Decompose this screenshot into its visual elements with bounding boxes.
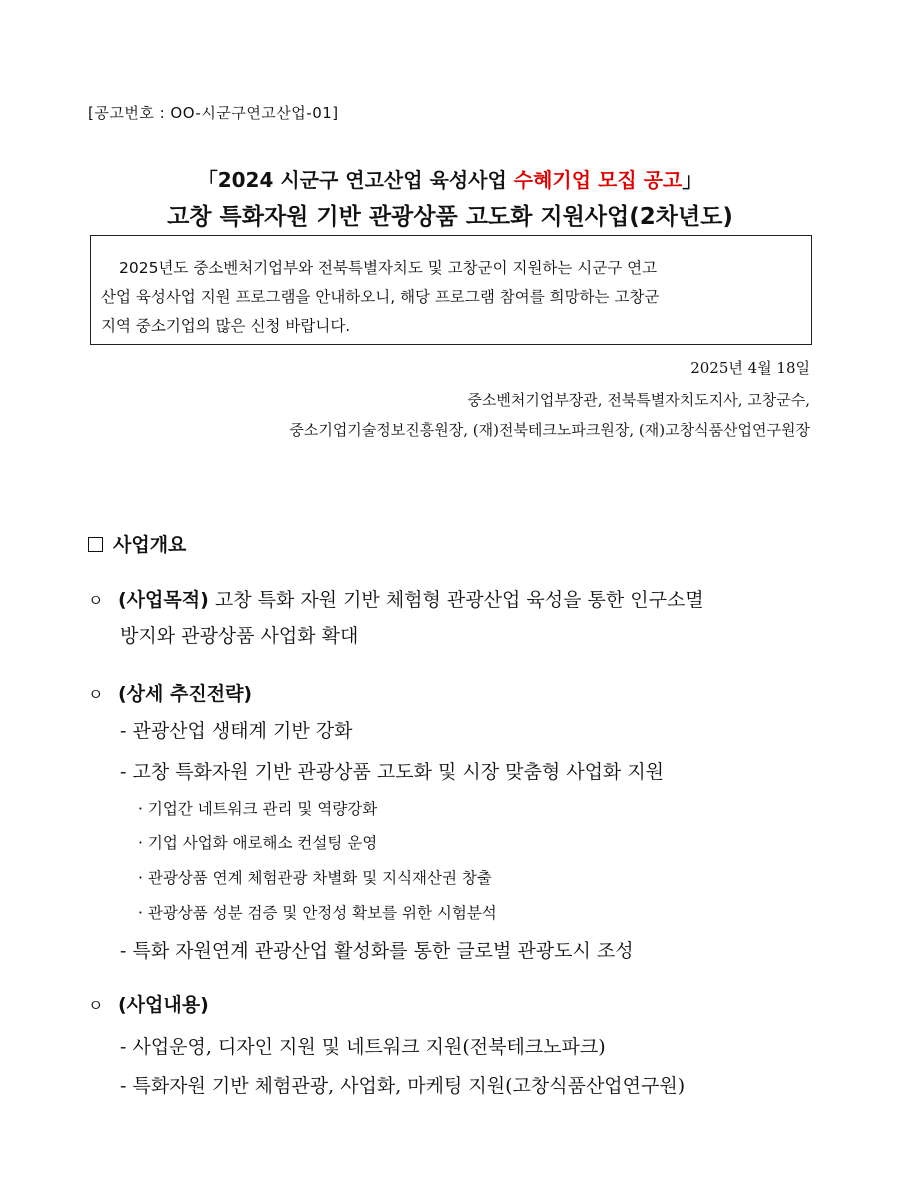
intro-line-3: 지역 중소기업의 많은 신청 바랍니다. [101, 317, 351, 335]
intro-line-1: 2025년도 중소벤처기업부와 전북특별자치도 및 고창군이 지원하는 시군구 연고 [119, 259, 658, 277]
strategy-sub-1: - 관광산업 생태계 기반 강화 [120, 720, 353, 742]
strategy-item [88, 679, 252, 706]
notice-number: [공고번호 : OO-시군구연고산업-01] [88, 104, 339, 122]
strategy-detail-4: · 관광상품 성분 검증 및 안정성 확보를 위한 시험분석 [138, 904, 497, 922]
checkbox-square-icon [88, 537, 103, 552]
organizations-line-1: 중소벤처기업부장관, 전북특별자치도지사, 고창군수, [467, 391, 810, 409]
title-line-2: 고창 특화자원 기반 관광상품 고도화 지원사업(2차년도) [167, 204, 733, 230]
content-sub-2: - 특화자원 기반 체험관광, 사업화, 마케팅 지원(고창식품산업연구원) [120, 1075, 686, 1097]
purpose-item [88, 585, 704, 612]
organizations-line-2: 중소기업기술정보진흥원장, (재)전북테크노파크원장, (재)고창식품산업연구원장 [289, 421, 810, 439]
intro-box [90, 235, 812, 345]
purpose-text-2: 방지와 관광상품 사업화 확대 [120, 625, 359, 647]
title-highlight: 수혜기업 모집 공고 [513, 168, 683, 192]
bullet-circle: ㅇ [88, 591, 104, 610]
strategy-sub-3: - 특화 자원연계 관광산업 활성화를 통한 글로벌 관광도시 조성 [120, 940, 634, 962]
section-title [88, 530, 186, 557]
strategy-head: (상세 추진전략) [118, 683, 253, 705]
bullet-circle: ㅇ [88, 685, 104, 704]
strategy-detail-3: · 관광상품 연계 체험관광 차별화 및 지식재산권 창출 [138, 869, 492, 887]
title-suffix: 」 [682, 168, 703, 192]
title-prefix: 「2024 시군구 연고산업 육성사업 [197, 168, 514, 192]
bullet-circle: ㅇ [88, 996, 104, 1015]
content-item [88, 990, 209, 1017]
title-line-1 [0, 164, 900, 193]
strategy-detail-2: · 기업 사업화 애로해소 컨설팅 운영 [138, 834, 378, 852]
intro-line-2: 산업 육성사업 지원 프로그램을 안내하오니, 해당 프로그램 참여를 희망하는 고창군 [101, 288, 660, 306]
section-title-text: 사업개요 [113, 534, 187, 556]
content-sub-1: - 사업운영, 디자인 지원 및 네트워크 지원(전북테크노파크) [120, 1036, 606, 1058]
purpose-head: (사업목적) [118, 589, 209, 611]
content-head: (사업내용) [118, 994, 209, 1016]
notice-date: 2025년 4월 18일 [690, 359, 810, 377]
strategy-sub-2: - 고창 특화자원 기반 관광상품 고도화 및 시장 맞춤형 사업화 지원 [120, 761, 665, 783]
strategy-detail-1: · 기업간 네트워크 관리 및 역량강화 [138, 800, 378, 818]
purpose-text-1: 고창 특화 자원 기반 체험형 관광산업 육성을 통한 인구소멸 [208, 589, 704, 611]
